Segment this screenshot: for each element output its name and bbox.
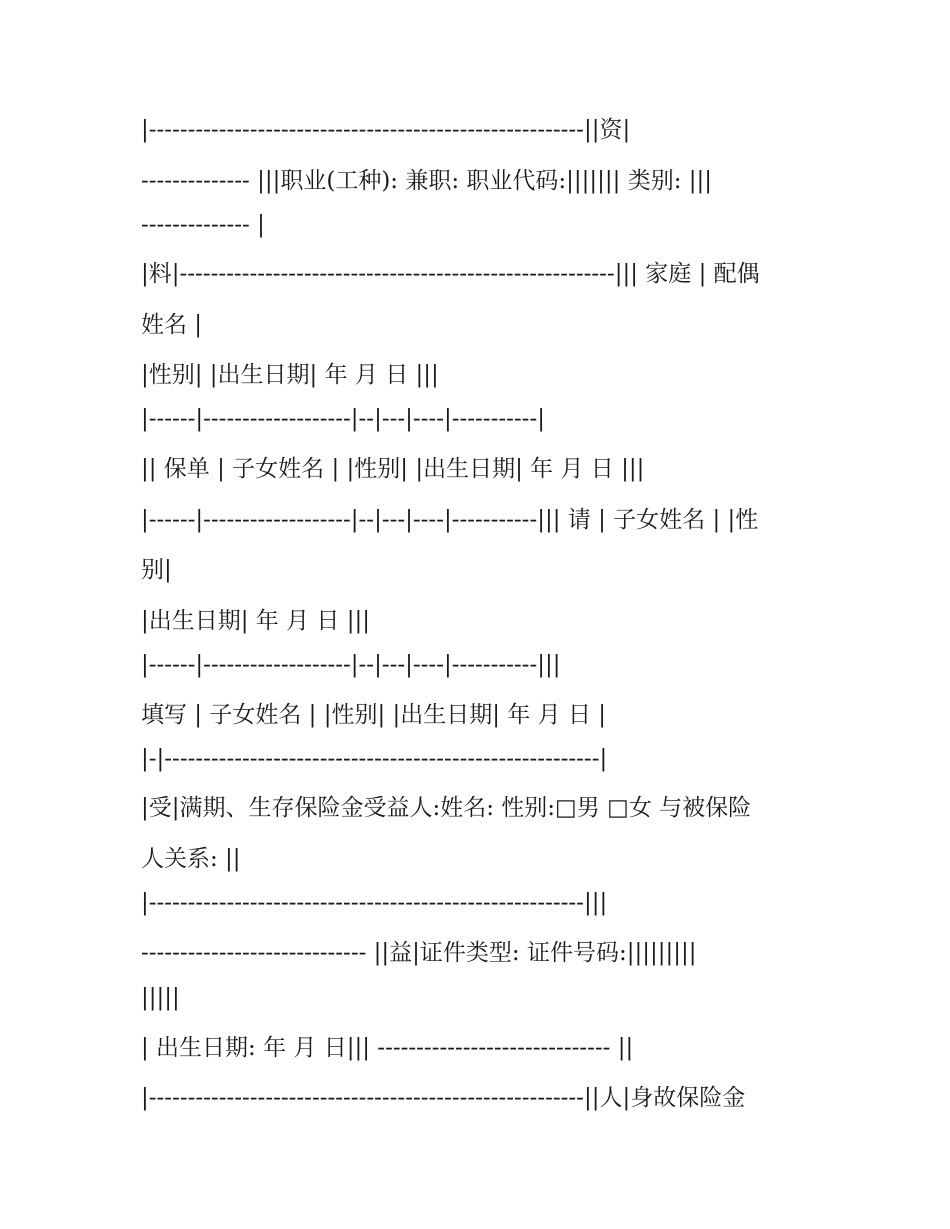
text-line: 人关系: || [141,846,241,872]
text-line: ||||| [141,985,180,1011]
text-line: -------------- | [141,212,265,238]
text-line: -------------- |||职业(工种): 兼职: 职业代码:||||||| 类别: ||| [141,168,713,194]
text-line: 填写 | 子女姓名 | |性别| |出生日期| 年 月 日 | [141,702,607,728]
text-line: |性别| |出生日期| 年 月 日 ||| [141,362,439,388]
text-line: 别| [141,557,172,583]
text-line: |--------------------------------------------------------||| [141,890,608,916]
text-line: |------|-------------------|--|---|----|-----------| [141,406,545,432]
text-line: |受|满期、生存保险金受益人:姓名: 性别:□男 □女 与被保险 [141,795,752,821]
text-line: |--------------------------------------------------------||人|身故保险金 [141,1085,746,1111]
text-line: |------|-------------------|--|---|----|-----------||| [141,652,561,678]
text-line: |------|-------------------|--|---|----|-----------||| 请 | 子女姓名 | |性 [141,507,759,533]
text-line: |--------------------------------------------------------||资| [141,117,631,143]
text-line: | 出生日期: 年 月 日||| ------------------------------ || [141,1035,634,1061]
text-line: |-|--------------------------------------------------------| [141,746,608,772]
text-line: |料|--------------------------------------------------------||| 家庭 | 配偶 [141,261,760,287]
text-line: |出生日期| 年 月 日 ||| [141,608,370,634]
text-line: ----------------------------- ||益|证件类型: 证件号码:||||||||| [141,940,697,966]
text-line: 姓名 | [141,312,203,338]
text-line: || 保单 | 子女姓名 | |性别| |出生日期| 年 月 日 ||| [141,456,645,482]
